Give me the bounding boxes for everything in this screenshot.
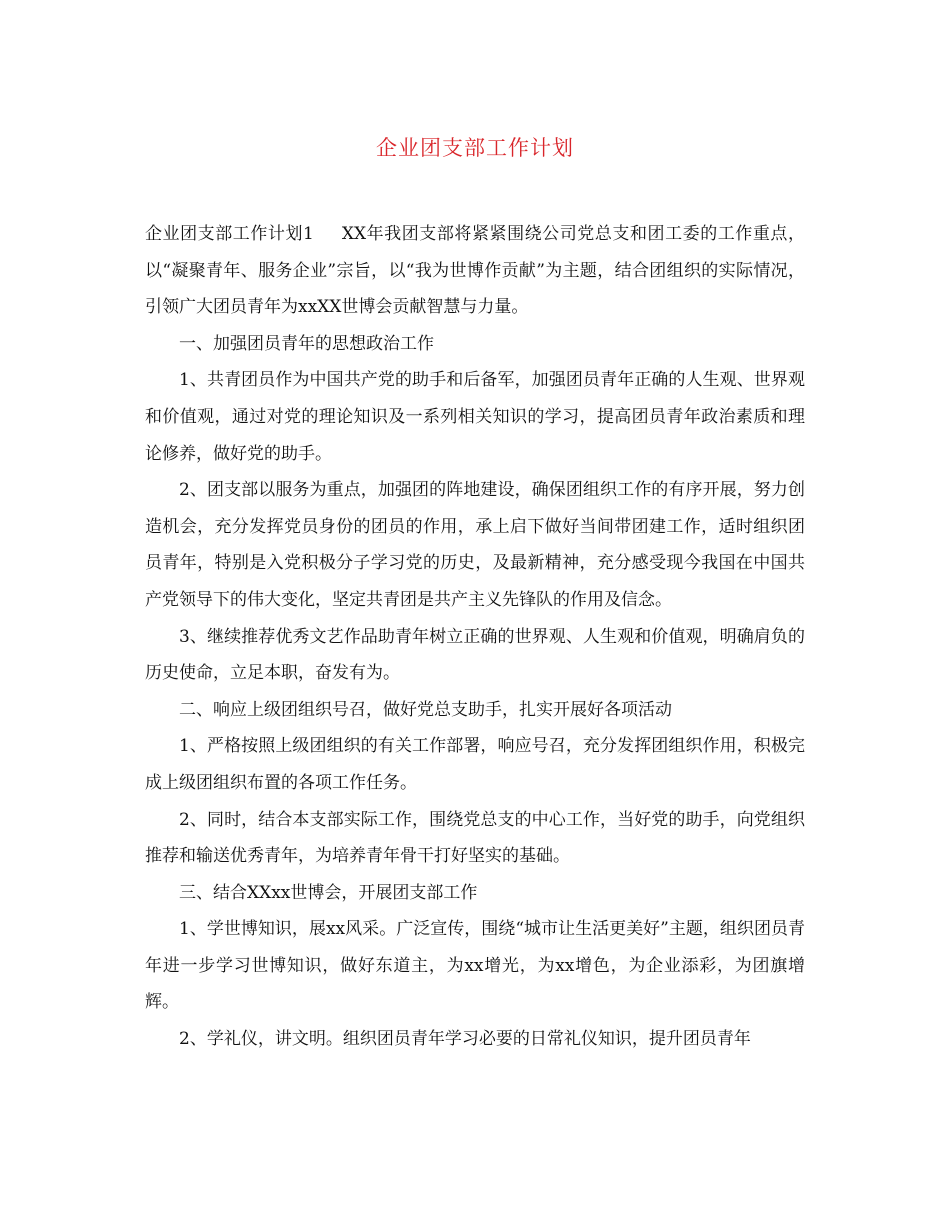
document-title: 企业团支部工作计划 xyxy=(376,136,574,160)
document-page xyxy=(145,0,805,1058)
paragraph: 1、严格按照上级团组织的有关工作部署，响应号召，充分发挥团组织作用，积极完成上级团组织布置的各项工作任务。 xyxy=(145,736,805,793)
paragraph: 2、学礼仪，讲文明。组织团员青年学习必要的日常礼仪知识，提升团员青年 xyxy=(179,1029,751,1050)
document-body xyxy=(145,216,805,1058)
paragraph: 1、学世博知识，展xx风采。广泛宣传，围绕“城市让生活更美好”主题，组织团员青年进一步学习世博知识，做好东道主，为xx增光，为xx增色，为企业添彩，为团旗增辉。 xyxy=(145,919,805,1013)
paragraph: 2、同时，结合本支部实际工作，围绕党总支的中心工作，当好党的助手，向党组织推荐和输送优秀青年，为培养青年骨干打好坚实的基础。 xyxy=(145,809,805,867)
intro-text: XX年我团支部将紧紧围绕公司党总支和团工委的工作重点，以“凝聚青年、服务企业”宗旨，以“我为世博作贡献”为主题，结合团组织的实际情况，引领广大团员青年为xxXX世博会贡献智慧与力量。 xyxy=(145,224,805,318)
paragraph: 2、团支部以服务为重点，加强团的阵地建设，确保团组织工作的有序开展，努力创造机会，充分发挥党员身份的团员的作用，承上启下做好当间带团建工作，适时组织团员青年，特别是入党积极分子学习党的历史，及最新精神，充分感受现今我国在中国共产党领导下的伟大变化，坚定共青团是共产主义先锋队的作用及信念。 xyxy=(145,480,805,610)
section-heading-1: 一、加强团员青年的思想政治工作 xyxy=(179,333,434,354)
section-heading-2: 二、响应上级团组织号召，做好党总支助手，扎实开展好各项活动 xyxy=(179,699,672,720)
intro-paragraph xyxy=(145,216,805,326)
intro-label: 企业团支部工作计划1 xyxy=(145,224,314,244)
paragraph: 1、共青团员作为中国共产党的助手和后备军，加强团员青年正确的人生观、世界观和价值观，通过对党的理论知识及一系列相关知识的学习，提高团员青年政治素质和理论修养，做好党的助手。 xyxy=(145,370,805,464)
paragraph: 3、继续推荐优秀文艺作品助青年树立正确的世界观、人生观和价值观，明确肩负的历史使命，立足本职，奋发有为。 xyxy=(145,626,805,684)
section-heading-3: 三、结合XXxx世博会，开展团支部工作 xyxy=(179,882,478,903)
